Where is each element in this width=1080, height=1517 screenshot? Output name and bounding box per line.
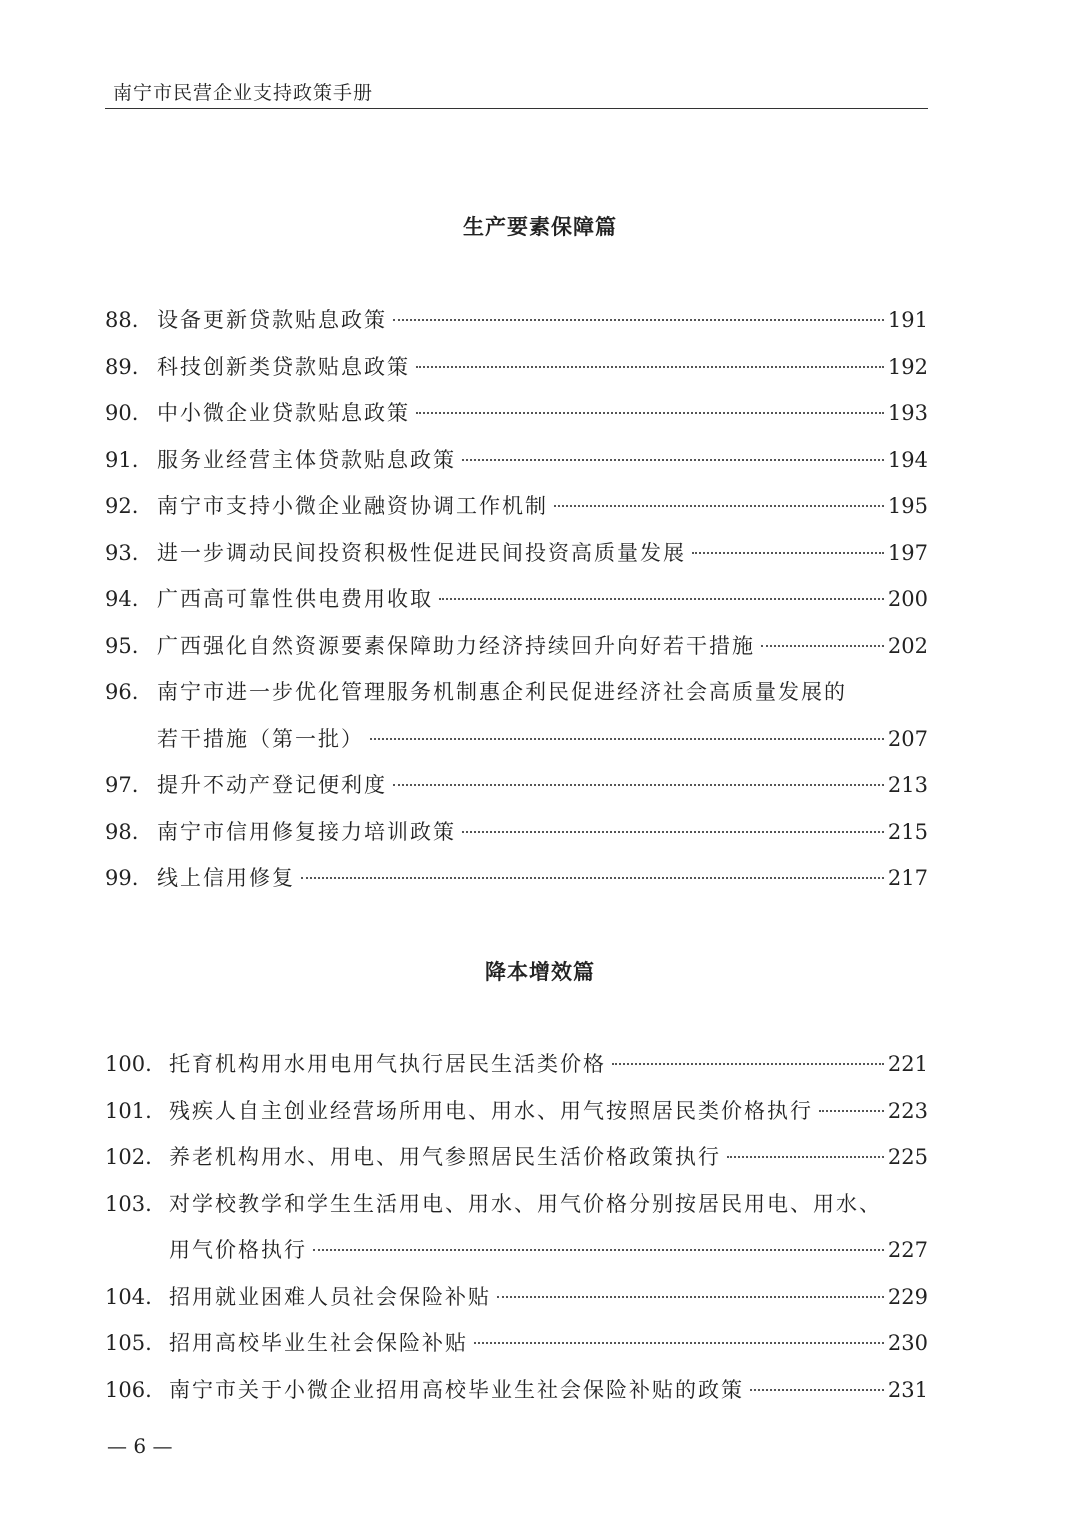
entry-page-number: 223: [887, 1098, 928, 1123]
toc-entry[interactable]: [105, 1367, 928, 1414]
entry-page-number: 215: [887, 819, 928, 844]
dot-leader: [439, 598, 884, 600]
toc-entry[interactable]: [105, 530, 928, 577]
entry-number: 90.: [105, 401, 139, 425]
entry-title: 南宁市支持小微企业融资协调工作机制: [157, 494, 548, 518]
dot-leader: [416, 412, 884, 414]
dot-leader: [474, 1342, 884, 1344]
toc-entry-line: [105, 1367, 928, 1414]
page-number: — 6 —: [107, 1434, 173, 1458]
entry-page-number: 195: [887, 494, 928, 518]
toc-entry[interactable]: [105, 623, 928, 670]
entry-title-continued: 若干措施（第一批）: [157, 726, 364, 751]
entry-title: 线上信用修复: [157, 866, 295, 890]
entry-number: 100.: [105, 1052, 152, 1076]
dot-leader: [750, 1389, 884, 1391]
toc-entry-line: [105, 530, 928, 577]
toc-entry-line: [105, 1134, 928, 1181]
toc-entry-line: [105, 809, 928, 856]
entry-number: 102.: [105, 1145, 152, 1169]
dot-leader: [393, 784, 884, 786]
entry-number: 95.: [105, 633, 139, 658]
toc-entry[interactable]: [105, 1320, 928, 1367]
entry-title: 进一步调动民间投资积极性促进民间投资高质量发展: [157, 540, 686, 565]
toc-entry[interactable]: [105, 344, 928, 391]
entry-title: 招用就业困难人员社会保险补贴: [169, 1284, 491, 1309]
entry-title: 南宁市进一步优化管理服务机制惠企利民促进经济社会高质量发展的: [157, 680, 847, 704]
entry-title-continued: 用气价格执行: [169, 1238, 307, 1262]
toc-entry[interactable]: [105, 483, 928, 530]
toc-entry[interactable]: [105, 297, 928, 344]
dot-leader: [462, 459, 884, 461]
entry-page-number: 200: [887, 587, 928, 611]
section-heading-production-factors: 生产要素保障篇: [463, 215, 617, 239]
entry-title: 广西高可靠性供电费用收取: [157, 587, 433, 611]
toc-entry-line: [105, 437, 928, 484]
entry-title: 设备更新贷款贴息政策: [157, 308, 387, 332]
toc-entry-line: [105, 483, 928, 530]
toc-entry[interactable]: [105, 762, 928, 809]
entry-number: 97.: [105, 773, 139, 797]
entry-page-number: 225: [887, 1145, 928, 1169]
entry-title: 南宁市信用修复接力培训政策: [157, 819, 456, 844]
toc-entry[interactable]: [105, 1181, 928, 1274]
entry-number: 89.: [105, 354, 139, 379]
entry-page-number: 197: [887, 540, 928, 565]
section-heading-cost-reduction: 降本增效篇: [485, 960, 595, 984]
toc-entry[interactable]: [105, 669, 928, 762]
toc-entry[interactable]: [105, 855, 928, 902]
entry-title: 科技创新类贷款贴息政策: [157, 354, 410, 379]
entry-page-number: 213: [887, 773, 928, 797]
dot-leader: [692, 552, 884, 554]
toc-entry-line: [105, 762, 928, 809]
entry-title: 广西强化自然资源要素保障助力经济持续回升向好若干措施: [157, 633, 755, 658]
dot-leader: [370, 738, 884, 740]
entry-page-number: 231: [887, 1377, 928, 1402]
dot-leader: [393, 319, 884, 321]
entry-number: 94.: [105, 587, 139, 611]
entry-number: 96.: [105, 680, 139, 704]
entry-number: 92.: [105, 494, 139, 518]
toc-entry[interactable]: [105, 1041, 928, 1088]
entry-number: 106.: [105, 1377, 152, 1402]
entry-page-number: 207: [887, 726, 928, 751]
toc-entry-line: [105, 1320, 928, 1367]
toc-entry-line: [105, 669, 928, 716]
entry-number: 103.: [105, 1191, 152, 1216]
entry-page-number: 229: [887, 1284, 928, 1309]
entry-number: 105.: [105, 1331, 152, 1355]
entry-page-number: 217: [887, 866, 928, 890]
toc-entry[interactable]: [105, 1274, 928, 1321]
dot-leader: [497, 1296, 884, 1298]
entry-title: 南宁市关于小微企业招用高校毕业生社会保险补贴的政策: [169, 1377, 744, 1402]
toc-entry-line: [105, 576, 928, 623]
dot-leader: [301, 877, 884, 879]
toc-entry[interactable]: [105, 437, 928, 484]
toc-entry-line: [105, 623, 928, 670]
toc-entry-line: [105, 1181, 928, 1228]
toc-entry-line: [105, 297, 928, 344]
entry-page-number: 221: [887, 1052, 928, 1076]
entry-number: 93.: [105, 540, 139, 565]
entry-number: 101.: [105, 1098, 152, 1123]
dot-leader: [727, 1156, 884, 1158]
entry-page-number: 193: [887, 401, 928, 425]
dot-leader: [462, 831, 884, 833]
toc-entry-line-continued: [105, 1227, 928, 1274]
toc-section-cost-reduction: [105, 1041, 928, 1413]
entry-number: 99.: [105, 866, 139, 890]
toc-entry-line: [105, 1274, 928, 1321]
entry-page-number: 191: [887, 308, 928, 332]
entry-number: 104.: [105, 1284, 152, 1309]
toc-entry-line: [105, 1041, 928, 1088]
entry-title: 服务业经营主体贷款贴息政策: [157, 447, 456, 472]
toc-entry-line: [105, 855, 928, 902]
dot-leader: [761, 645, 884, 647]
entry-title: 招用高校毕业生社会保险补贴: [169, 1331, 468, 1355]
handbook-title: 南宁市民营企业支持政策手册: [113, 82, 374, 104]
entry-number: 88.: [105, 308, 139, 332]
dot-leader: [612, 1063, 884, 1065]
entry-title: 养老机构用水、用电、用气参照居民生活价格政策执行: [169, 1145, 721, 1169]
toc-entry-line-continued: [105, 716, 928, 763]
toc-entry-line: [105, 344, 928, 391]
entry-page-number: 194: [887, 447, 928, 472]
entry-number: 98.: [105, 819, 139, 844]
entry-title: 提升不动产登记便利度: [157, 773, 387, 797]
toc-entry[interactable]: [105, 1088, 928, 1135]
toc-entry-line: [105, 1088, 928, 1135]
toc-entry[interactable]: [105, 390, 928, 437]
toc-entry[interactable]: [105, 1134, 928, 1181]
dot-leader: [554, 505, 884, 507]
entry-page-number: 227: [887, 1238, 928, 1262]
dot-leader: [313, 1249, 884, 1251]
toc-section-production-factors: [105, 297, 928, 902]
entry-page-number: 192: [887, 354, 928, 379]
entry-page-number: 202: [887, 633, 928, 658]
entry-title: 中小微企业贷款贴息政策: [157, 401, 410, 425]
running-header: [105, 74, 928, 109]
entry-number: 91.: [105, 447, 139, 472]
entry-title: 对学校教学和学生生活用电、用水、用气价格分别按居民用电、用水、: [169, 1191, 882, 1216]
dot-leader: [416, 366, 884, 368]
toc-entry-line: [105, 390, 928, 437]
toc-entry[interactable]: [105, 809, 928, 856]
toc-entry[interactable]: [105, 576, 928, 623]
dot-leader: [819, 1110, 884, 1112]
entry-page-number: 230: [887, 1331, 928, 1355]
entry-title: 托育机构用水用电用气执行居民生活类价格: [169, 1052, 606, 1076]
entry-title: 残疾人自主创业经营场所用电、用水、用气按照居民类价格执行: [169, 1098, 813, 1123]
